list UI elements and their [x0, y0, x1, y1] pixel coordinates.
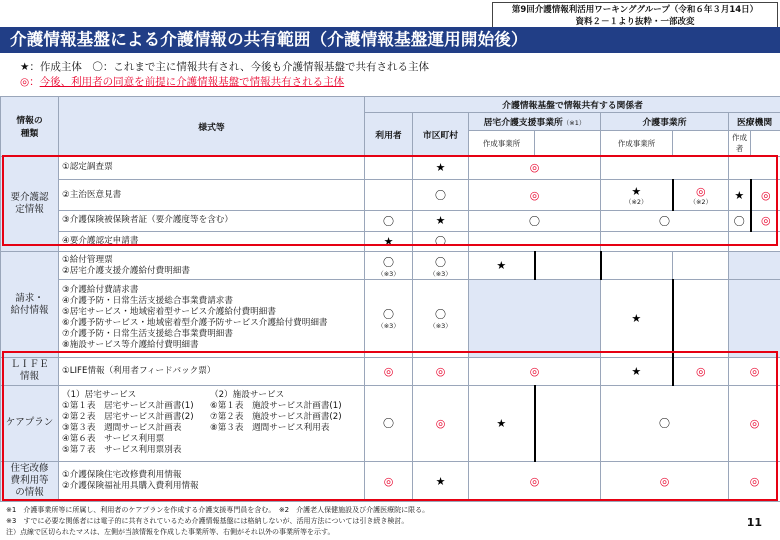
red-double-circle-icon: ◎ — [529, 364, 540, 378]
header-care-support: 居宅介護支援事業所（※1） — [469, 113, 601, 130]
category-housing: 住宅改修 費利用等 の情報 — [1, 461, 59, 501]
category-certification: 要介護認 定情報 — [1, 156, 59, 252]
note-3: （※3） — [429, 269, 452, 278]
footnote: ※3 すでに必要な関係者には電子的に共有されているため介護情報基盤には格納しないが、活用方法については引き続き検討。 — [6, 517, 409, 525]
red-double-circle-icon: ◎ — [529, 188, 540, 202]
note-2: （※2） — [689, 197, 713, 206]
red-double-circle-icon: ◎ — [383, 474, 394, 488]
footnote: 注）点線で区切られたマスは、左側が当該情報を作成した事業所等、右側がそれ以外の事業所等を示す。 — [6, 528, 335, 536]
header-group: 介護情報基盤で情報共有する関係者 — [365, 97, 780, 113]
legend-red-prefix: ◎： — [20, 76, 40, 88]
sub-care-office: 作成事業所 — [601, 130, 673, 156]
header-city: 市区町村 — [413, 113, 469, 156]
category-billing: 請求・ 給付情報 — [1, 252, 59, 358]
footnote: ※1 介護事業所等に所属し、利用者のケアプランを作成する介護支援専門員を含む。 ※2 介護老人保健施設及び介護医療院に限る。 — [6, 506, 430, 514]
source-note — [492, 2, 778, 28]
header-care-office: 介護事業所 — [601, 113, 729, 130]
star-icon: ★ — [631, 311, 642, 325]
legend — [20, 60, 780, 90]
circle-icon: 〇 — [435, 235, 446, 249]
star-icon: ★ — [383, 234, 394, 248]
careplan-facility-services: （2）施設サービス ⑥第１表 施設サービス計画書(1) ⑦第２表 施設サービス計画書(2) ⑧第３表 週間サービス利用表 — [210, 390, 342, 434]
header-user: 利用者 — [365, 113, 413, 156]
form-cert-4: ④要介護認定申請書 — [59, 231, 365, 252]
sharing-table — [0, 96, 780, 502]
circle-icon: 〇 — [733, 214, 745, 228]
red-double-circle-icon: ◎ — [761, 214, 771, 228]
form-bill-2: ③介護給付費請求書 ④介護予防・日常生活支援総合事業費請求書 ⑤居宅サービス・地域密着型サービス介護給付費明細書 ⑥介護予防サービス・地域密着型介護予防サービス介護給付費明細書 ⑦介護予防・日常生活支援総合事業費明細書 ⑧施設サービス等介護給付費明細書 — [59, 279, 365, 357]
circle-icon: 〇 — [529, 214, 540, 228]
form-cert-3: ③介護保険被保険者証（要介護度等を含む） — [59, 211, 365, 232]
circle-icon: 〇 — [435, 255, 446, 269]
red-double-circle-icon: ◎ — [749, 364, 760, 378]
red-double-circle-icon: ◎ — [383, 364, 394, 378]
circle-icon: 〇 — [383, 255, 394, 269]
header-form: 様式等 — [59, 97, 365, 157]
category-life: ＬＩＦＥ 情報 — [1, 358, 59, 386]
form-bill-1: ①給付管理票 ②居宅介護支援介護給付費明細書 — [59, 252, 365, 280]
red-double-circle-icon: ◎ — [435, 416, 446, 430]
form-cert-1: ①認定調査票 — [59, 156, 365, 180]
red-double-circle-icon: ◎ — [749, 474, 760, 488]
form-life-1: ①LIFE情報（利用者フィードバック票） — [59, 358, 365, 386]
careplan-home-services: （1）居宅サービス ①第１表 居宅サービス計画書(1) ②第２表 居宅サービス計画書(2) ③第３表 週間サービス計画表 ④第６表 サービス利用票 ⑤第７表 サービス利用票別表 — [62, 390, 194, 456]
star-icon: ★ — [435, 474, 446, 488]
circle-icon: 〇 — [383, 214, 394, 228]
header-medical: 医療機関 — [729, 113, 780, 130]
red-double-circle-icon: ◎ — [435, 364, 446, 378]
red-double-circle-icon: ◎ — [659, 474, 670, 488]
circle-icon: 〇 — [435, 308, 446, 322]
page-number: 11 — [746, 516, 762, 529]
circle-icon: 〇 — [659, 417, 670, 431]
circle-icon: 〇 — [659, 214, 670, 228]
sub-care-support: 作成事業所 — [469, 130, 535, 156]
sub-medical: 作成者 — [729, 130, 751, 156]
header-type: 情報の 種類 — [1, 97, 59, 157]
red-double-circle-icon: ◎ — [695, 184, 706, 198]
red-double-circle-icon: ◎ — [529, 474, 540, 488]
circle-icon: 〇 — [383, 308, 394, 322]
red-double-circle-icon: ◎ — [749, 416, 760, 430]
star-icon: ★ — [496, 416, 507, 430]
legend-line-1: ★：作成主体 〇：これまで主に情報共有され、今後も介護情報基盤で共有される主体 — [20, 61, 430, 73]
form-cert-2: ②主治医意見書 — [59, 180, 365, 211]
note-3: （※3） — [429, 322, 452, 331]
star-icon: ★ — [734, 188, 745, 202]
red-double-circle-icon: ◎ — [761, 188, 771, 202]
star-icon: ★ — [435, 161, 446, 175]
note-3: （※3） — [377, 322, 400, 331]
star-icon: ★ — [435, 214, 446, 228]
note-2: （※2） — [624, 197, 648, 206]
note-3: （※3） — [377, 269, 400, 278]
form-housing: ①介護保険住宅改修費利用情報 ②介護保険福祉用具購入費利用情報 — [59, 461, 365, 501]
star-icon: ★ — [631, 184, 642, 198]
page-title: 介護情報基盤による介護情報の共有範囲（介護情報基盤運用開始後） — [0, 27, 780, 53]
source-note-line: 資料２－１より抜粋・一部改変 — [575, 17, 695, 27]
circle-icon: 〇 — [435, 189, 446, 203]
red-double-circle-icon: ◎ — [695, 364, 706, 378]
star-icon: ★ — [631, 364, 642, 378]
legend-line-2 — [20, 75, 780, 90]
star-icon: ★ — [496, 259, 507, 273]
footnotes — [6, 505, 726, 538]
legend-red-text: 今後、利用者の同意を前提に介護情報基盤で情報共有される主体 — [39, 76, 345, 88]
category-careplan: ケアプラン — [1, 385, 59, 461]
source-note-line: 第9回介護情報利活用ワーキンググループ（令和６年３月14日） — [511, 5, 759, 15]
red-double-circle-icon: ◎ — [529, 161, 540, 175]
form-careplan — [59, 385, 365, 461]
circle-icon: 〇 — [383, 417, 394, 431]
